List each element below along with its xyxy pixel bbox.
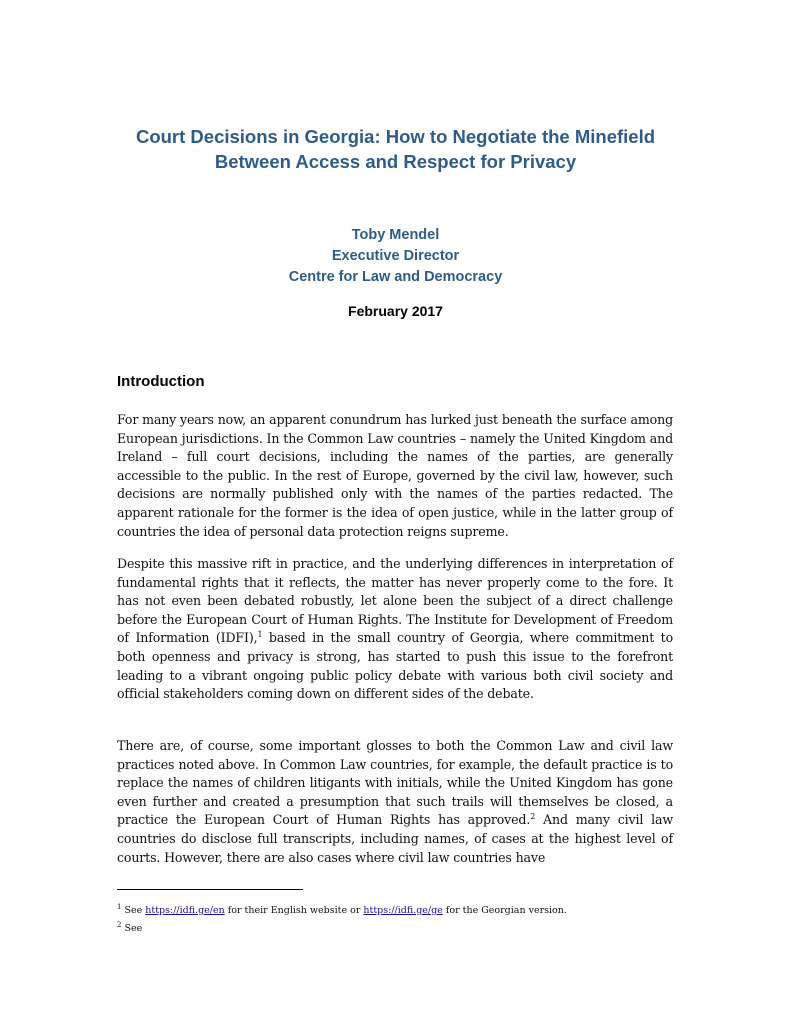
author-name: Toby Mendel: [351, 227, 440, 243]
footnote-1-prefix: See: [124, 905, 146, 917]
publication-date: February 2017: [348, 303, 443, 319]
footnote-reference-1[interactable]: 1: [257, 630, 263, 640]
byline: [100, 225, 691, 288]
footnote-1-middle: for their English website or: [224, 905, 364, 917]
paragraph-3-text-b: And many civil law countries do disclose full transcripts, including names, of cases at the highest level of courts. However, there are also cases where civil law countries have: [117, 812, 673, 865]
paragraph-2-text-a: Despite this massive rift in practice, and the underlying differences in interpretation of fundamental rights that it reflects, the matter has never properly come to the fore. It has not even been debated robustly, let alone been the subject of a direct challenge before the European Court of Human Rights. The Institute for Development of Freedom of Information (IDFI),: [117, 556, 673, 646]
author-organization: Centre for Law and Democracy: [288, 269, 503, 285]
footnotes: [117, 900, 677, 936]
footnote-separator: [117, 889, 303, 890]
title-line-1: Court Decisions in Georgia: How to Negotiate the Minefield: [135, 126, 656, 147]
paragraph-1: For many years now, an apparent conundrum has lurked just beneath the surface among European jurisdictions. In the Common Law countries – namely the United Kingdom and Ireland – full court decisions, including the names of the parties, are generally accessible to the public. In the rest of Europe, governed by the civil law, however, such decisions are normally published only with the names of the parties redacted. The apparent rationale for the former is the idea of open justice, while in the latter group of countries the idea of personal data protection reigns supreme.: [117, 412, 673, 539]
footnote-2: [117, 918, 677, 936]
paragraph-3-text-a: There are, of course, some important glosses to both the Common Law and civil law practices noted above. In Common Law countries, for example, the default practice is to replace the names of children litigants with initials, while the United Kingdom has gone even further and created a presumption that such trails will themselves be closed, a practice the European Court of Human Rights has approved.: [117, 738, 673, 828]
idfi-english-link[interactable]: https://idfi.ge/en: [145, 905, 225, 917]
footnote-reference-2[interactable]: 2: [530, 812, 536, 822]
footnote-1-number: 1: [117, 903, 122, 911]
footnote-2-text: See: [124, 923, 143, 935]
footnote-2-number: 2: [117, 921, 122, 930]
idfi-georgian-link[interactable]: https://idfi.ge/ge: [363, 905, 443, 917]
title-line-2: Between Access and Respect for Privacy: [214, 151, 577, 172]
paragraph-2-text-b: based in the small country of Georgia, where commitment to both openness and privacy is strong, has started to push this issue to the forefront leading to a vibrant ongoing public policy debate with various both civil society and official stakeholders coming down on different sides of the debate.: [117, 630, 673, 702]
footnote-1: [117, 900, 677, 918]
paragraph-3: [117, 737, 673, 867]
author-role: Executive Director: [331, 248, 460, 264]
paragraph-2: [117, 555, 673, 704]
footnote-1-suffix: for the Georgian version.: [442, 905, 567, 917]
section-heading: Introduction: [117, 373, 205, 390]
document-title: [100, 124, 691, 174]
